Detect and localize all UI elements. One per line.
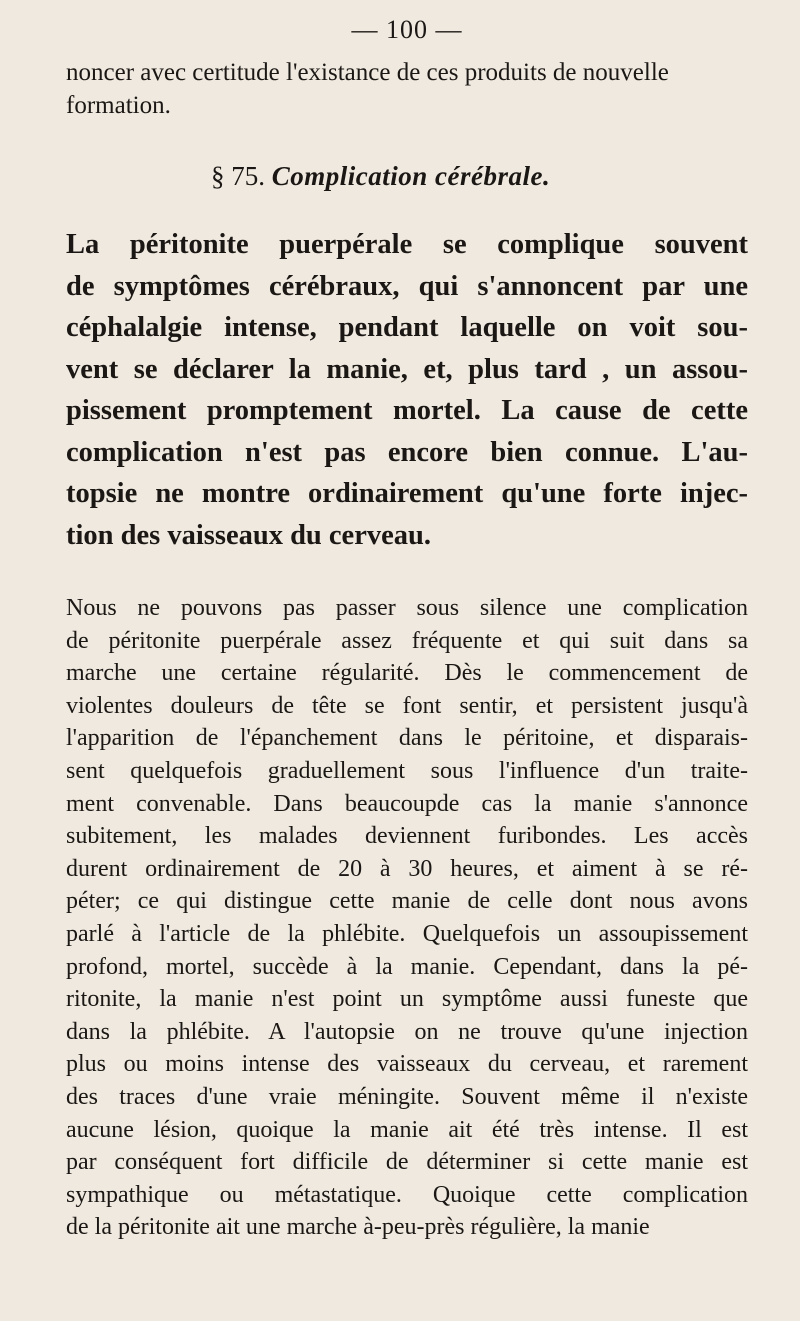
body-line: péter; ce qui distingue cette manie de celle dont nous avons — [66, 888, 748, 915]
summary-line: pissement promptement mortel. La cause de cette — [66, 395, 748, 426]
continuation-line: noncer avec certitude l'existance de ces produits de nouvelle — [66, 59, 669, 86]
section-title: Complication cérébrale. — [271, 161, 551, 191]
summary-line: céphalalgie intense, pendant laquelle on voit sou- — [66, 312, 748, 343]
body-line: l'apparition de l'épanchement dans le péritoine, et disparais- — [66, 725, 748, 752]
body-line: plus ou moins intense des vaisseaux du cerveau, et rarement — [66, 1051, 748, 1078]
section-heading — [66, 158, 748, 194]
body-line: sent quelquefois graduellement sous l'influence d'un traite- — [66, 757, 748, 784]
section-summary — [66, 224, 748, 556]
body-line: de péritonite puerpérale assez fréquente et qui suit dans sa — [66, 627, 748, 654]
body-line: subitement, les malades deviennent furibondes. Les accès — [66, 823, 748, 850]
body-line: de la péritonite ait une marche à-peu-près régulière, la manie — [66, 1214, 650, 1241]
body-line: marche une certaine régularité. Dès le commencement de — [66, 660, 748, 687]
continuation-line: formation. — [66, 92, 171, 119]
body-line: sympathique ou métastatique. Quoique cette complication — [66, 1181, 748, 1208]
body-line: ment convenable. Dans beaucoupde cas la manie s'annonce — [66, 790, 748, 817]
body-line: dans la phlébite. A l'autopsie on ne trouve qu'une injection — [66, 1018, 748, 1045]
summary-line: tion des vaisseaux du cerveau. — [66, 519, 431, 551]
continuation-paragraph — [66, 56, 748, 122]
body-line: violentes douleurs de tête se font sentir, et persistent jusqu'à — [66, 692, 748, 719]
body-line: profond, mortel, succède à la manie. Cependant, dans la pé- — [66, 953, 748, 980]
body-line: par conséquent fort difficile de déterminer si cette manie est — [66, 1149, 748, 1176]
section-number: § 75. — [211, 161, 265, 191]
body-line: parlé à l'article de la phlébite. Quelquefois un assoupissement — [66, 920, 748, 947]
body-line: Nous ne pouvons pas passer sous silence une complication — [66, 595, 748, 621]
summary-line: vent se déclarer la manie, et, plus tard , un assou- — [66, 353, 748, 385]
body-line: des traces d'une vraie méningite. Souvent même il n'existe — [66, 1083, 748, 1110]
body-line: ritonite, la manie n'est point un symptôme aussi funeste que — [66, 986, 748, 1013]
body-paragraph — [66, 592, 748, 1244]
summary-line: de symptômes cérébraux, qui s'annoncent par une — [66, 270, 748, 302]
body-line: durent ordinairement de 20 à 30 heures, et aiment à se ré- — [66, 855, 748, 882]
page-number: — 100 — — [351, 15, 463, 44]
body-line: aucune lésion, quoique la manie ait été très intense. Il est — [66, 1116, 748, 1143]
summary-line: complication n'est pas encore bien connue. L'au- — [66, 436, 748, 468]
summary-line: topsie ne montre ordinairement qu'une forte injec- — [66, 478, 748, 509]
summary-line: La péritonite puerpérale se complique souvent — [66, 229, 748, 260]
